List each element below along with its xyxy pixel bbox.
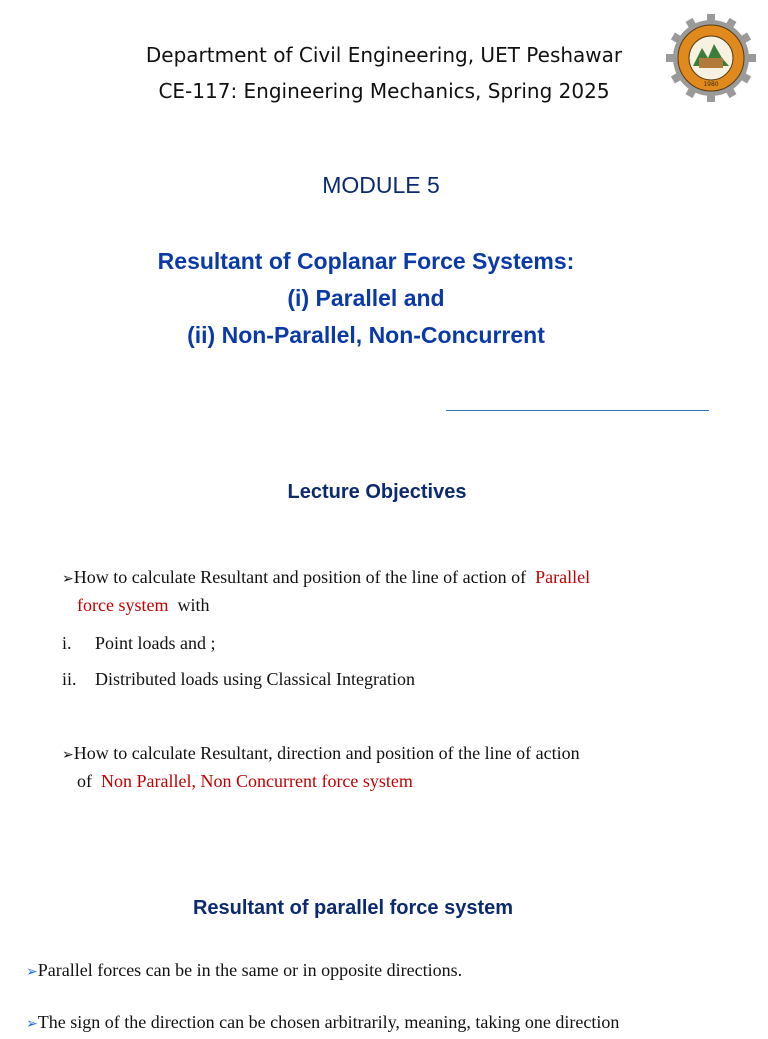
list-item: i. Point loads and ; bbox=[62, 633, 216, 653]
arrow-bullet-icon: ➢ bbox=[26, 965, 38, 980]
arrow-bullet-icon: ➢ bbox=[62, 572, 74, 587]
course-title: CE-117: Engineering Mechanics, Spring 2025 bbox=[158, 79, 610, 103]
logo-year: 1980 bbox=[703, 81, 719, 88]
module-label: MODULE 5 bbox=[322, 172, 440, 198]
list-item: ii. Distributed loads using Classical Integration bbox=[62, 669, 415, 689]
objective-2: ➢How to calculate Resultant, direction and position of the line of action bbox=[62, 743, 580, 763]
objectives-heading: Lecture Objectives bbox=[287, 481, 467, 503]
title-line-2: (i) Parallel and bbox=[287, 285, 445, 311]
objective-1: ➢How to calculate Resultant and position of the line of action of Parallel bbox=[62, 567, 591, 587]
bullet-item: ➢The sign of the direction can be chosen arbitrarily, meaning, taking one direction bbox=[26, 1012, 620, 1032]
objective-2-cont: of Non Parallel, Non Concurrent force system bbox=[77, 771, 413, 791]
department-title: Department of Civil Engineering, UET Peshawar bbox=[145, 43, 623, 67]
bullet-item: ➢Parallel forces can be in the same or in opposite directions. bbox=[26, 960, 463, 980]
section-heading: Resultant of parallel force system bbox=[192, 897, 514, 919]
arrow-bullet-icon: ➢ bbox=[62, 748, 74, 763]
arrow-bullet-icon: ➢ bbox=[26, 1017, 38, 1032]
title-line-1: Resultant of Coplanar Force Systems: bbox=[157, 248, 575, 274]
objective-1-cont: force system with bbox=[77, 595, 210, 615]
uet-logo bbox=[666, 14, 756, 102]
title-line-3: (ii) Non-Parallel, Non-Concurrent bbox=[187, 322, 545, 348]
divider-line bbox=[446, 410, 709, 411]
